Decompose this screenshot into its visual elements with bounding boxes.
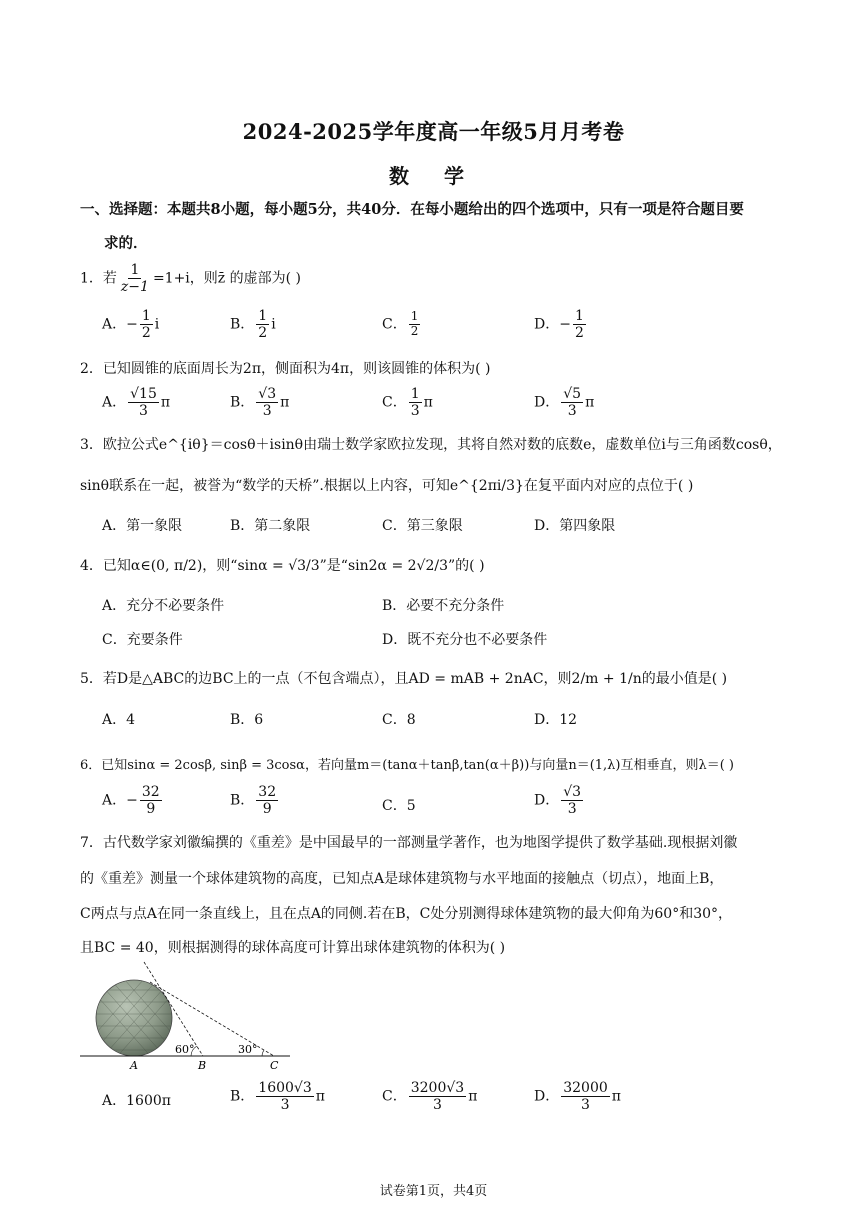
- q1-option-c[interactable]: C． $\frac{1}{2}$: [382, 309, 419, 338]
- q3-option-d[interactable]: D．第四象限: [534, 518, 616, 534]
- q1-option-d[interactable]: D．− $\frac{1}{2}$: [534, 308, 584, 342]
- q6-option-b[interactable]: B． $\frac{32}{9}$: [230, 784, 277, 818]
- q5-option-c[interactable]: C．8: [382, 712, 416, 728]
- q1-option-a[interactable]: A．− $\frac{1}{2}$ i: [102, 308, 160, 342]
- section-heading-cont: 求的．: [104, 235, 148, 252]
- sphere-building-figure: [78, 960, 298, 1072]
- point-label-b: B: [198, 1059, 207, 1072]
- q5-option-d[interactable]: D．12: [534, 712, 578, 728]
- angle-arc-30: [262, 1050, 264, 1056]
- q5-option-a[interactable]: A．4: [102, 712, 136, 728]
- question-7-line1: 7．古代数学家刘徽编撰的《重差》是中国最早的一部测量学著作，也为地图学提供了数学基础.现根据刘徽: [80, 835, 738, 851]
- q4-option-d[interactable]: D．既不充分也不必要条件: [382, 632, 548, 648]
- section-heading: 一、选择题：本题共8小题，每小题5分，共40分．在每小题给出的四个选项中，只有一项是符合题目要: [80, 201, 744, 218]
- q4-option-b[interactable]: B．必要不充分条件: [382, 598, 505, 614]
- question-7-line3: C两点与点A在同一条直线上，且在点A的同侧.若在B，C处分别测得球体建筑物的最大仰角为60°和30°，: [80, 906, 733, 922]
- q6-option-a[interactable]: A．− $\frac{32}{9}$: [102, 784, 160, 818]
- q2-option-b[interactable]: B． $\frac{√3}{3}$ π: [230, 386, 290, 420]
- q6-option-c[interactable]: C．5: [382, 798, 416, 814]
- question-4: 4．已知α∈(0, π/2)，则“sinα = √3/3”是“sin2α = 2√2/3”的( ): [80, 558, 485, 574]
- q7-option-c[interactable]: C． $\frac{3200√3}{3}$ π: [382, 1080, 478, 1114]
- question-3-line1: 3．欧拉公式e^{iθ}＝cosθ＋isinθ由瑞士数学家欧拉发现，其将自然对数的底数e，虚数单位i与三角函数cosθ，: [80, 437, 782, 453]
- q7-option-b[interactable]: B． $\frac{1600√3}{3}$ π: [230, 1080, 325, 1114]
- exam-title: 2024-2025学年度高一年级5月月考卷: [242, 119, 625, 144]
- question-3-line2: sinθ联系在一起，被誉为“数学的天桥”.根据以上内容，可知e^{2πi/3}在复平面内对应的点位于( ): [80, 478, 694, 494]
- q2-option-a[interactable]: A． $\frac{√15}{3}$ π: [102, 386, 171, 420]
- question-7-line4: 且BC = 40，则根据测得的球体高度可计算出球体建筑物的体积为( ): [80, 940, 506, 956]
- q2-option-c[interactable]: C． $\frac{1}{3}$ π: [382, 386, 433, 420]
- question-7-line2: 的《重差》测量一个球体建筑物的高度，已知点A是球体建筑物与水平地面的接触点（切点），地面上B，: [80, 871, 724, 887]
- q3-option-b[interactable]: B．第二象限: [230, 518, 311, 534]
- q7-option-a[interactable]: A．1600π: [102, 1093, 171, 1109]
- question-5: 5．若D是△ABC的边BC上的一点（不包含端点），且AD = mAB + 2nAC，则2/m + 1/n的最小值是( ): [80, 671, 728, 687]
- point-label-a: A: [130, 1059, 138, 1072]
- angle-label-30: 30°: [238, 1043, 258, 1056]
- point-label-c: C: [270, 1059, 279, 1072]
- q3-option-c[interactable]: C．第三象限: [382, 518, 463, 534]
- q4-option-a[interactable]: A．充分不必要条件: [102, 598, 225, 614]
- q2-option-d[interactable]: D． $\frac{√5}{3}$ π: [534, 386, 595, 420]
- q5-option-b[interactable]: B．6: [230, 712, 264, 728]
- q1-option-b[interactable]: B． $\frac{1}{2}$ i: [230, 308, 276, 342]
- sphere-building: [96, 980, 172, 1056]
- q6-option-d[interactable]: D． $\frac{√3}{3}$: [534, 784, 582, 818]
- question-6: 6．已知sinα = 2cosβ, sinβ = 3cosα，若向量m＝(tanα＋tanβ,tan(α＋β))与向量n＝(1,λ)互相垂直，则λ＝( ): [80, 758, 734, 773]
- angle-label-60: 60°: [175, 1043, 195, 1056]
- question-2: 2．已知圆锥的底面周长为2π，侧面积为4π，则该圆锥的体积为( ): [80, 361, 491, 377]
- q3-option-a[interactable]: A．第一象限: [102, 518, 183, 534]
- subject-title: 数 学: [389, 164, 478, 188]
- q4-option-c[interactable]: C．充要条件: [102, 632, 183, 648]
- question-1: 1．若 $\frac{1}{z-1}$ =1+i，则z̄ 的虚部为( ): [80, 262, 301, 296]
- q7-option-d[interactable]: D． $\frac{32000}{3}$ π: [534, 1080, 621, 1114]
- page-footer: 试卷第1页，共4页: [379, 1184, 488, 1199]
